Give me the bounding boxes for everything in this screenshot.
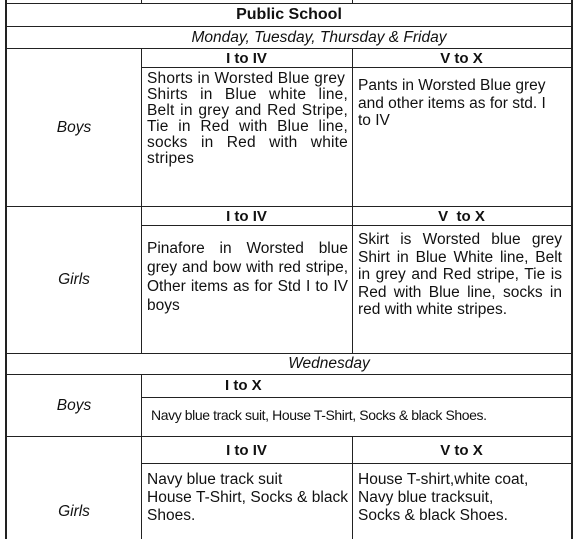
uniform-table [5, 0, 573, 539]
boys-label-cell [7, 49, 141, 206]
girls-label-cell [7, 207, 141, 353]
table-title: Public School [236, 6, 342, 23]
boys-class-i-iv-header: I to IV [226, 49, 267, 67]
boys-wednesday-text: Navy blue track suit, House T-Shirt, Socks & black Shoes. [151, 407, 487, 423]
boys-weekday-i-iv-text: Shorts in Worsted Blue grey Shirts in Blue white line, Belt in grey and Red Stripe, Tie in Red with Blue line, socks in Red with white stripes [147, 70, 348, 167]
title-row [7, 4, 571, 27]
girls-wed-label: Girls [58, 503, 90, 520]
girls-wed-class-i-iv-header: I to IV [226, 441, 267, 459]
boys-label: Boys [56, 118, 92, 136]
girls-class-v-x-header: V to X [438, 207, 485, 225]
boys-wednesday-block [7, 375, 571, 437]
girls-wed-label-cell [7, 463, 141, 539]
girls-weekday-i-iv-text: Pinafore in Worsted blue grey and bow with red stripe, Other items as for Std I to IV boys [147, 240, 353, 314]
girls-wednesday-v-x-text: House T-shirt,white coat, Navy blue tracksuit, Socks & black Shoes. [358, 471, 529, 524]
boys-weekday-v-x-text: Pants in Worsted Blue grey and other items as for std. I to IV [358, 77, 551, 129]
girls-label: Girls [58, 271, 90, 288]
girls-weekday-block [7, 207, 571, 354]
weekday-header-row [7, 27, 571, 49]
girls-class-i-iv-header: I to IV [226, 207, 267, 225]
girls-weekday-v-x-text: Skirt is Worsted blue grey Shirt in Blue White line, Belt in grey and Red stripe, Tie is Red with Blue line, socks in red with white stripes. [358, 231, 567, 318]
boys-class-v-x-header: V to X [440, 49, 483, 67]
boys-wed-label: Boys [56, 396, 92, 414]
boys-wed-class-header: I to X [225, 377, 262, 394]
girls-wed-class-v-x-header: V to X [440, 441, 483, 459]
wednesday-header-row [7, 354, 571, 375]
boys-weekday-block [7, 49, 571, 207]
boys-wed-label-cell [7, 375, 141, 436]
weekday-header: Monday, Tuesday, Thursday & Friday [191, 28, 447, 46]
girls-wednesday-block [7, 437, 571, 539]
girls-wednesday-i-iv-text: Navy blue track suit House T-Shirt, Socks & black Shoes. [147, 471, 348, 524]
wednesday-header: Wednesday [288, 355, 370, 372]
